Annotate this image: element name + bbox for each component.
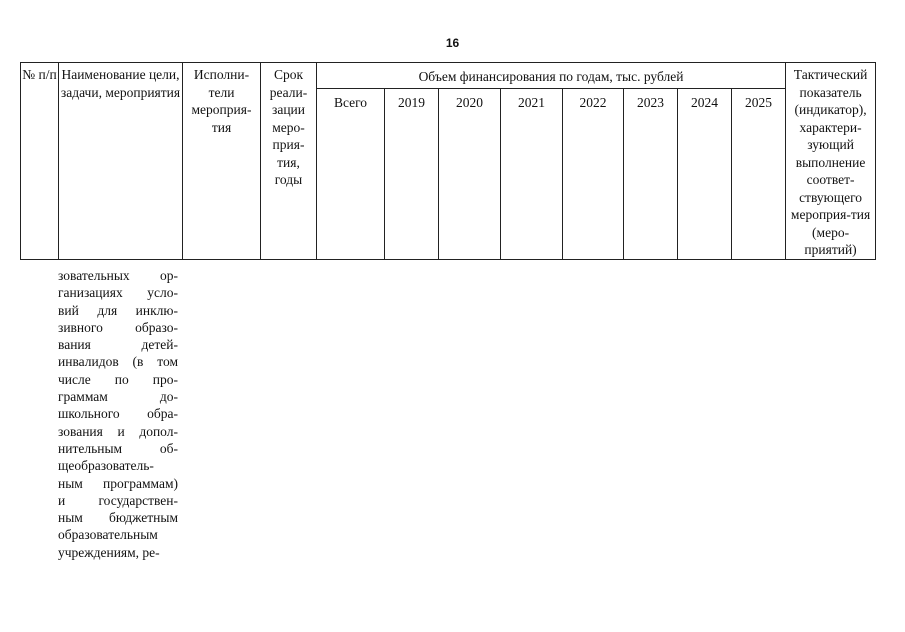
header-funding: Объем финансирования по годам, тыс. рублей (317, 63, 786, 89)
text-line: вий для инклю- (58, 302, 178, 318)
text-line: зования и допол- (58, 423, 178, 439)
text-line: ным бюджетным (58, 510, 178, 526)
text-line: школьного обра- (58, 406, 178, 422)
text-line: зовательных ор- (58, 268, 178, 283)
header-period: Срок реали-зации меро-прия-тия, годы (261, 63, 317, 260)
text-line: нительным об- (58, 440, 178, 456)
header-name: Наименование цели, задачи, мероприятия (59, 63, 183, 260)
header-total: Всего (317, 89, 385, 260)
header-year-2023: 2023 (624, 89, 678, 260)
text-line: вания детей- (58, 337, 178, 353)
text-line: щеобразователь- (58, 458, 154, 474)
header-executors: Исполни-тели мероприя-тия (183, 63, 261, 260)
text-line: граммам до- (58, 389, 178, 405)
continuation-text (58, 267, 178, 561)
header-year-2024: 2024 (678, 89, 732, 260)
text-line: и государствен- (58, 492, 178, 508)
page-number: 16 (445, 36, 460, 50)
header-indicator: Тактический показатель (индикатор), характери-зующий выполнение соответ-ствующего мероприя-тия (меро-приятий) (786, 63, 876, 260)
header-num: № п/п (21, 63, 59, 260)
header-year-2021: 2021 (501, 89, 563, 260)
header-year-2019: 2019 (385, 89, 439, 260)
text-line: инвалидов (в том (58, 354, 178, 370)
text-line: учреждениям, ре- (58, 544, 160, 560)
text-line: числе по про- (58, 371, 178, 387)
text-line: образовательным (58, 527, 158, 543)
header-year-2022: 2022 (563, 89, 624, 260)
text-line: ным программам) (58, 475, 178, 491)
text-line: зивного образо- (58, 319, 178, 335)
header-year-2025: 2025 (732, 89, 786, 260)
funding-table-header (20, 62, 876, 260)
header-year-2020: 2020 (439, 89, 501, 260)
text-line: ганизациях усло- (58, 285, 178, 301)
